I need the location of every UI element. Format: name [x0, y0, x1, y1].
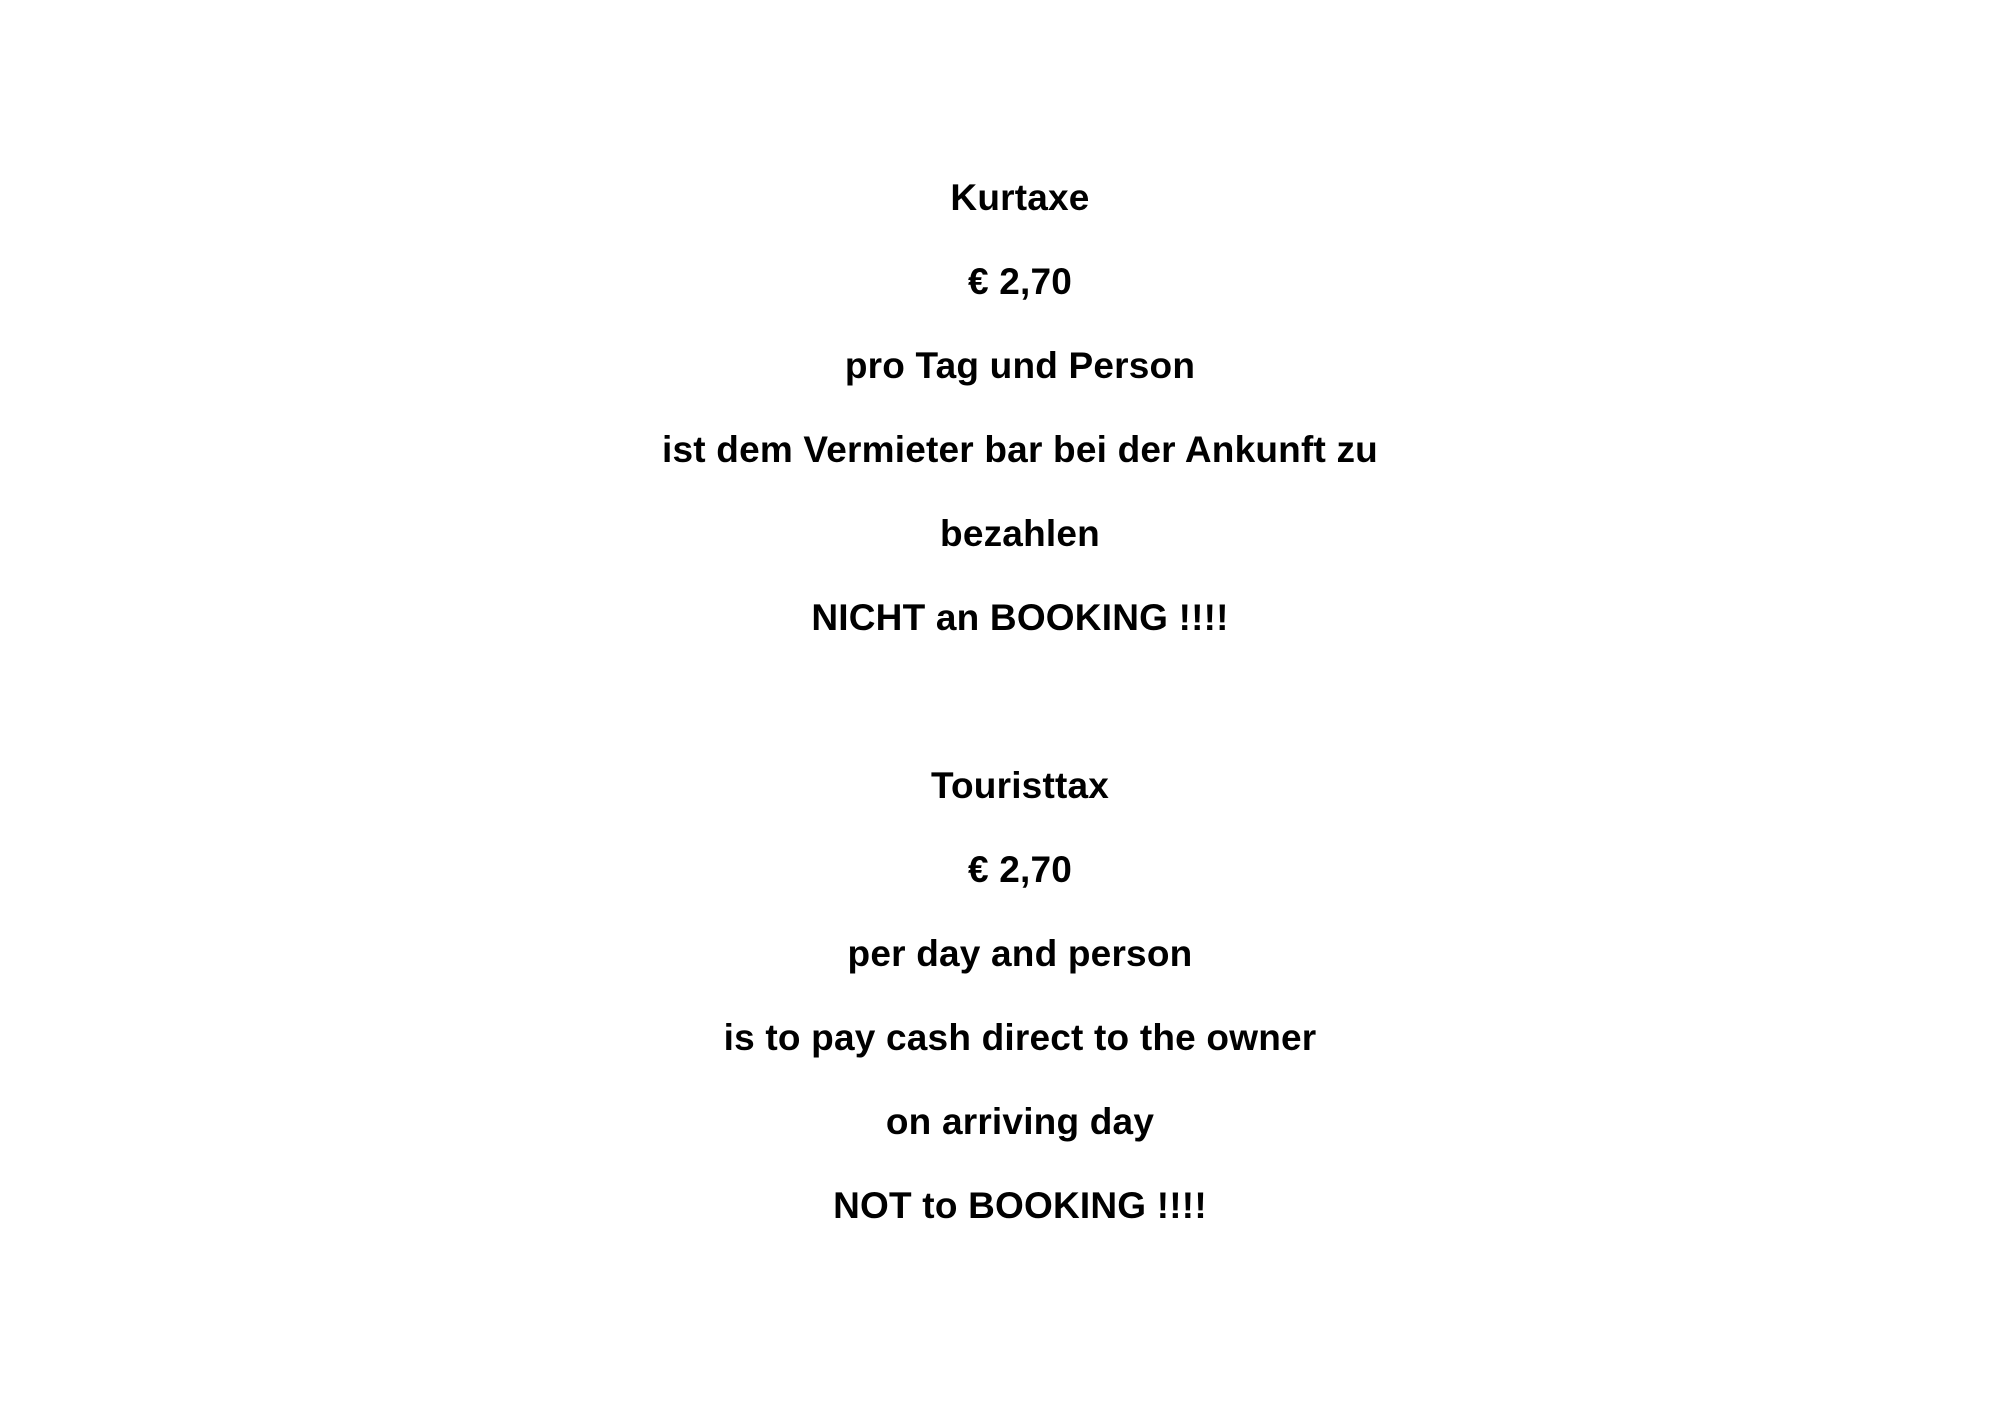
english-instruction-line1: is to pay cash direct to the owner: [723, 1017, 1317, 1058]
english-warning: NOT to BOOKING !!!!: [833, 1185, 1207, 1226]
german-instruction-line2: bezahlen: [940, 513, 1100, 554]
german-instruction-line1: ist dem Vermieter bar bei der Ankunft zu: [662, 429, 1378, 470]
german-warning: NICHT an BOOKING !!!!: [811, 597, 1229, 638]
german-rate: pro Tag und Person: [844, 345, 1196, 386]
german-title: Kurtaxe: [950, 177, 1090, 218]
english-instruction-line2: on arriving day: [885, 1101, 1155, 1142]
german-price: € 2,70: [967, 261, 1073, 302]
english-price: € 2,70: [967, 849, 1073, 890]
english-title: Touristtax: [930, 765, 1110, 806]
english-rate: per day and person: [847, 933, 1193, 974]
